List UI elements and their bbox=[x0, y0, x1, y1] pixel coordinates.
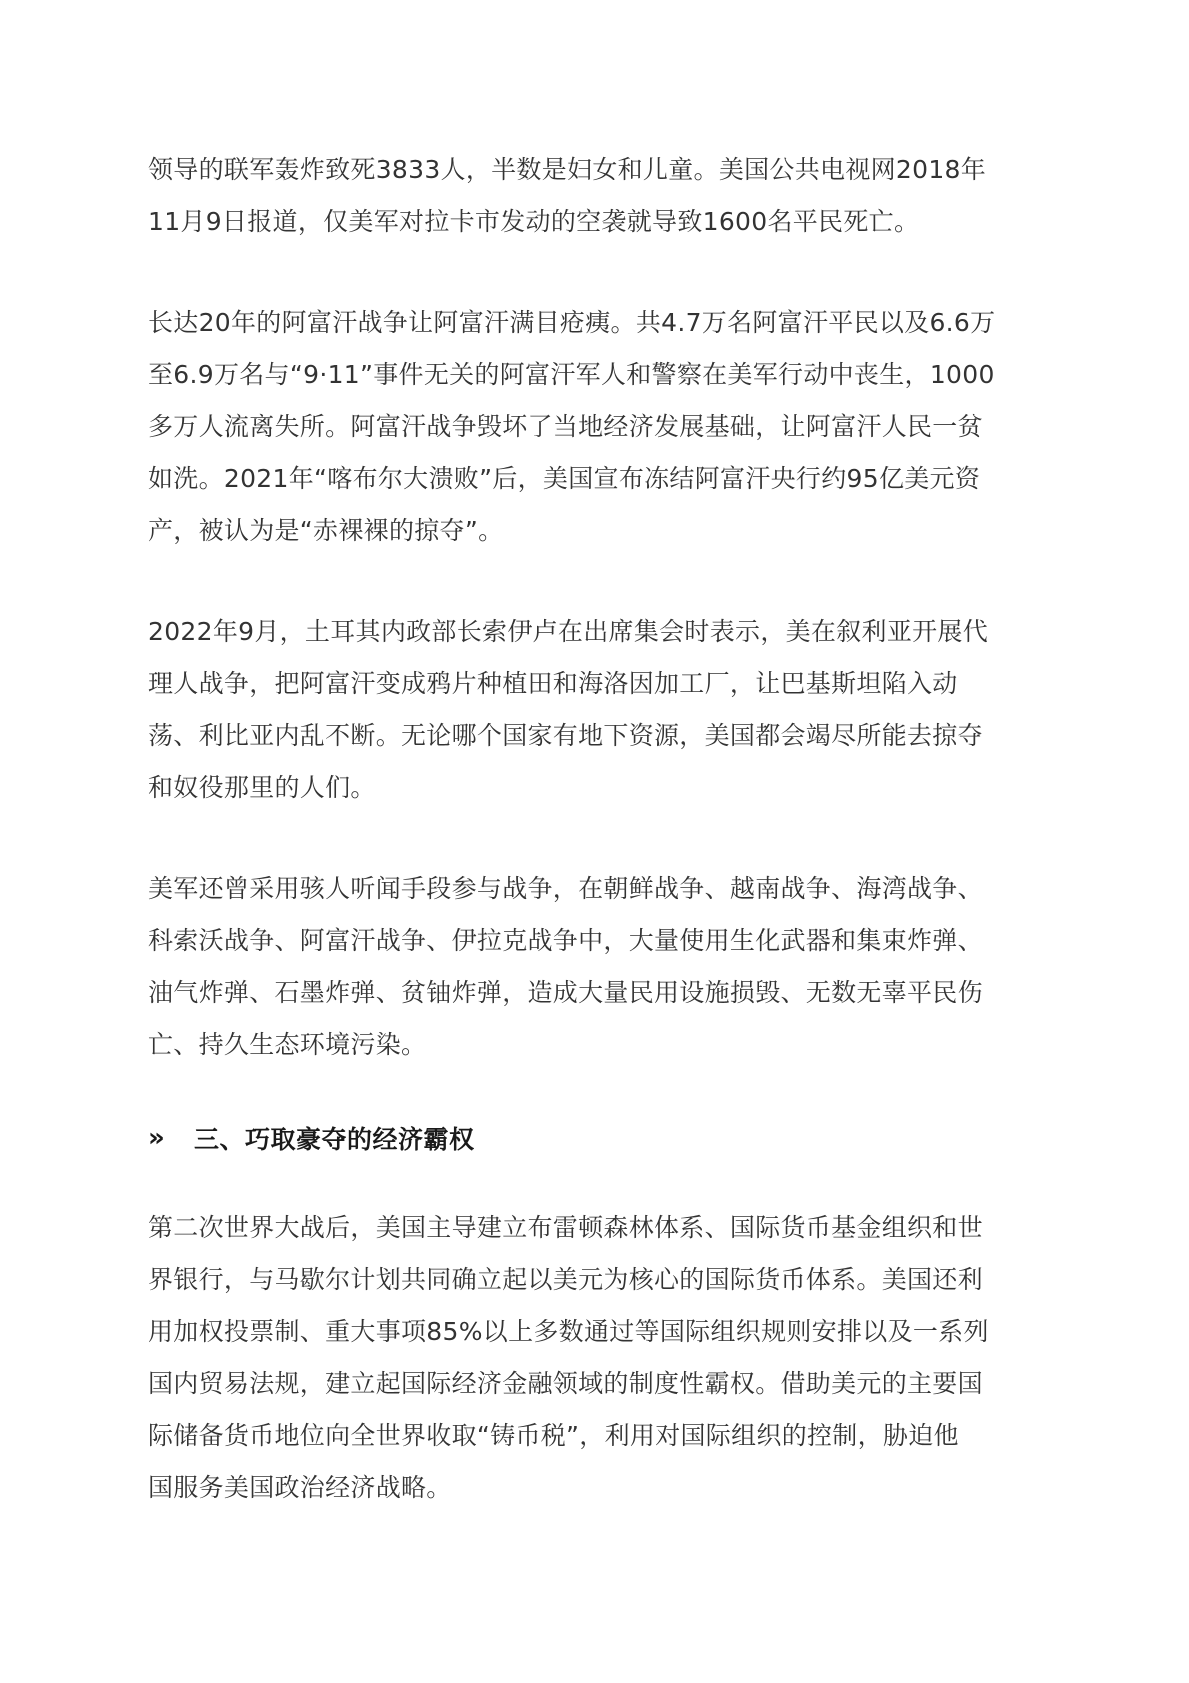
text-line: 国服务美国政治经济战略。 bbox=[148, 1473, 452, 1502]
article-body bbox=[148, 144, 1048, 1563]
paragraph-weapons-use bbox=[148, 863, 1048, 1071]
text-line: 2022年9月，土耳其内政部长索伊卢在出席集会时表示，美在叙利亚开展代 bbox=[148, 617, 989, 646]
double-chevron-icon: » bbox=[148, 1123, 163, 1153]
text-line: 长达20年的阿富汗战争让阿富汗满目疮痍。共4.7万名阿富汗平民以及6.6万 bbox=[148, 308, 996, 337]
text-line: 领导的联军轰炸致死3833人，半数是妇女和儿童。美国公共电视网2018年 bbox=[148, 155, 987, 184]
text-line: 美军还曾采用骇人听闻手段参与战争，在朝鲜战争、越南战争、海湾战争、 bbox=[148, 874, 983, 903]
text-line: 用加权投票制、重大事项85%以上多数通过等国际组织规则安排以及一系列 bbox=[148, 1317, 989, 1346]
text-line: 油气炸弹、石墨炸弹、贫铀炸弹，造成大量民用设施损毁、无数无辜平民伤 bbox=[148, 978, 983, 1007]
section-title: 三、巧取豪夺的经济霸权 bbox=[194, 1125, 475, 1154]
text-line: 如洗。2021年“喀布尔大溃败”后，美国宣布冻结阿富汗央行约95亿美元资 bbox=[148, 464, 981, 493]
section-heading bbox=[148, 1114, 1048, 1162]
text-line: 理人战争，把阿富汗变成鸦片种植田和海洛因加工厂，让巴基斯坦陷入动 bbox=[148, 669, 958, 698]
text-line: 第二次世界大战后，美国主导建立布雷顿森林体系、国际货币基金组织和世 bbox=[148, 1213, 983, 1242]
text-line: 11月9日报道，仅美军对拉卡市发动的空袭就导致1600名平民死亡。 bbox=[148, 207, 920, 236]
text-line: 荡、利比亚内乱不断。无论哪个国家有地下资源，美国都会竭尽所能去掠夺 bbox=[148, 721, 983, 750]
text-line: 界银行，与马歇尔计划共同确立起以美元为核心的国际货币体系。美国还利 bbox=[148, 1265, 983, 1294]
text-line: 和奴役那里的人们。 bbox=[148, 773, 376, 802]
text-line: 亡、持久生态环境污染。 bbox=[148, 1030, 427, 1059]
text-line: 国内贸易法规，建立起国际经济金融领域的制度性霸权。借助美元的主要国 bbox=[148, 1369, 983, 1398]
paragraph-raqqa-casualties bbox=[148, 144, 1048, 248]
text-line: 至6.9万名与“9·11”事件无关的阿富汗军人和警察在美军行动中丧生，1000 bbox=[148, 360, 995, 389]
paragraph-afghanistan-war bbox=[148, 297, 1048, 557]
text-line: 多万人流离失所。阿富汗战争毁坏了当地经济发展基础，让阿富汗人民一贫 bbox=[148, 412, 983, 441]
text-line: 科索沃战争、阿富汗战争、伊拉克战争中，大量使用生化武器和集束炸弹、 bbox=[148, 926, 983, 955]
text-line: 际储备货币地位向全世界收取“铸币税”，利用对国际组织的控制，胁迫他 bbox=[148, 1421, 959, 1450]
text-line: 产，被认为是“赤裸裸的掠夺”。 bbox=[148, 516, 504, 545]
paragraph-turkey-minister bbox=[148, 606, 1048, 814]
paragraph-economic-hegemony bbox=[148, 1202, 1048, 1514]
